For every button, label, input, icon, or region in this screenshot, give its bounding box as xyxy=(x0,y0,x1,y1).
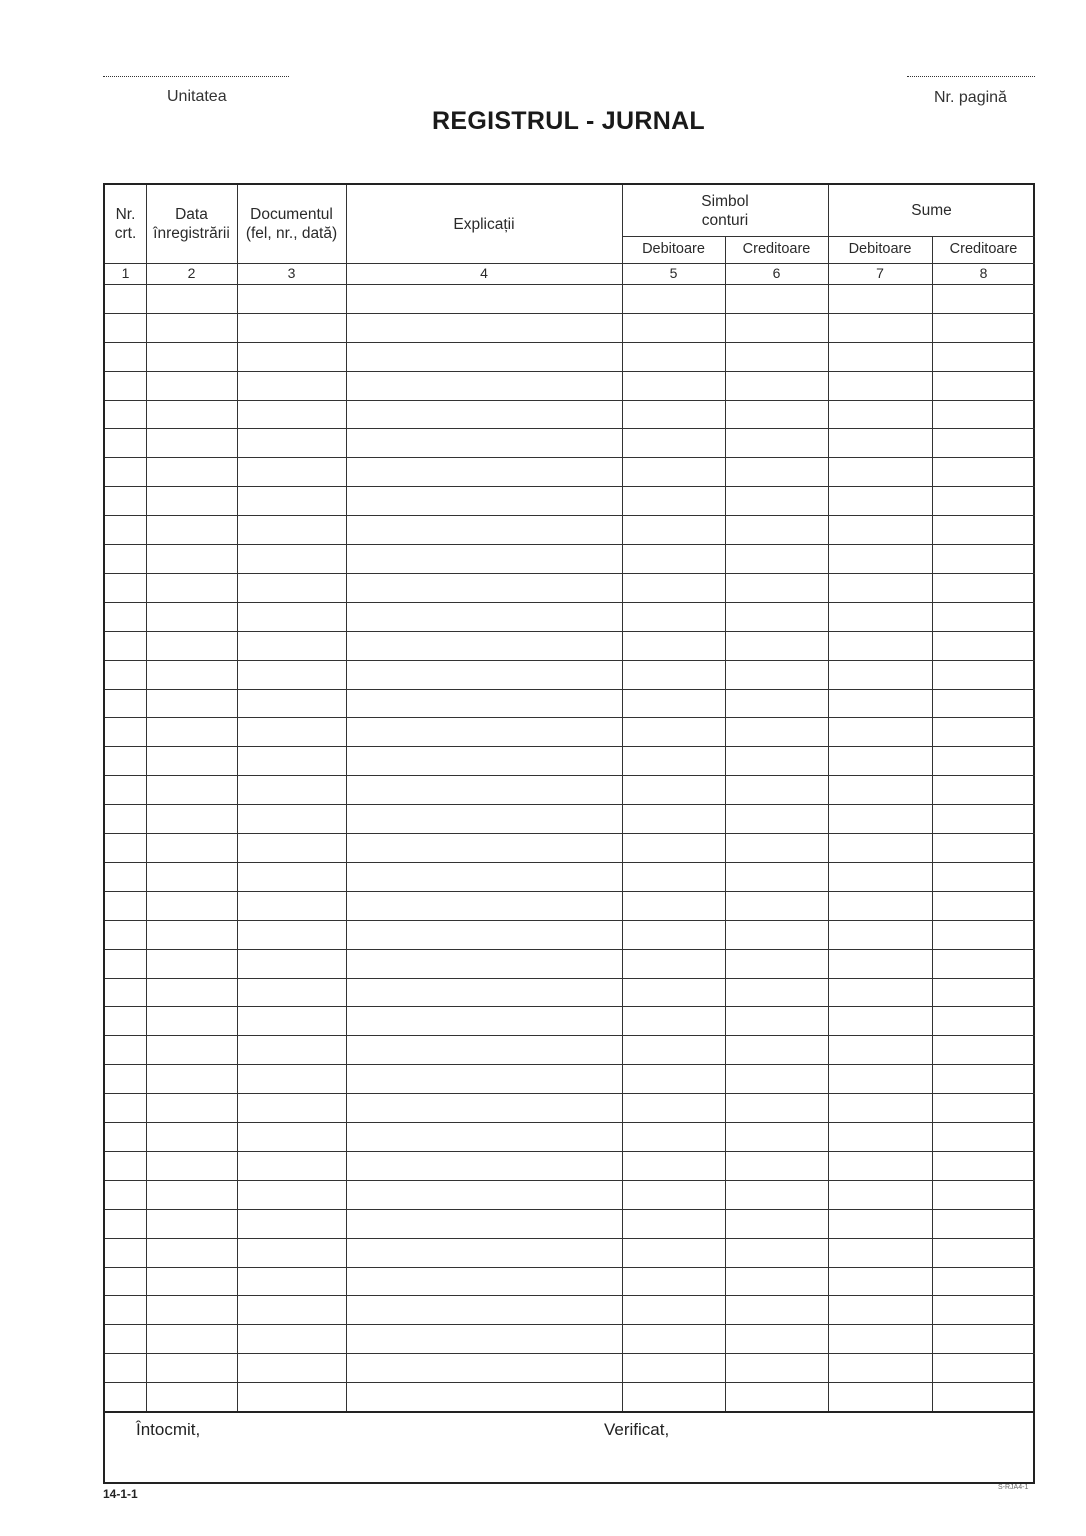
table-row-divider xyxy=(105,573,1035,574)
table-row-divider xyxy=(105,1295,1035,1296)
col-number-6: 6 xyxy=(772,265,781,281)
table-row-divider xyxy=(105,1209,1035,1210)
group-sume-header xyxy=(828,185,1035,236)
table-row-divider xyxy=(105,920,1035,921)
group-simbol-header xyxy=(622,185,828,236)
col-number-5: 5 xyxy=(669,265,678,281)
table-row-divider xyxy=(105,1035,1035,1036)
col-number-8: 8 xyxy=(979,265,988,281)
col-data-header xyxy=(146,185,237,263)
table-row-divider xyxy=(105,862,1035,863)
page-title: REGISTRUL - JURNAL xyxy=(432,107,706,135)
sub-sume-debit: Debitoare xyxy=(848,241,912,257)
table-row-divider xyxy=(105,515,1035,516)
table-row-divider xyxy=(105,1064,1035,1065)
page-number-dotted-line xyxy=(907,76,1035,77)
col-expl-header xyxy=(346,185,622,263)
table-row-divider xyxy=(105,544,1035,545)
col-number-1: 1 xyxy=(121,265,130,281)
group-sume-label: Sume xyxy=(911,202,952,219)
table-row-divider xyxy=(105,746,1035,747)
table-row-divider xyxy=(105,313,1035,314)
table-row-divider xyxy=(105,1353,1035,1354)
unit-label: Unitatea xyxy=(167,88,227,105)
table-row-divider xyxy=(105,342,1035,343)
col-doc-label-1: Documentul xyxy=(250,206,333,223)
group-simbol-label-2: conturi xyxy=(701,211,749,229)
col-number-2: 2 xyxy=(187,265,196,281)
col-doc-label-2: (fel, nr., dată) xyxy=(245,225,338,242)
sub-simbol-credit: Creditoare xyxy=(742,241,811,257)
col-number-4: 4 xyxy=(480,265,488,281)
form-code: 14-1-1 xyxy=(103,1487,138,1501)
col-number-3: 3 xyxy=(287,265,296,281)
register-table xyxy=(103,183,1035,1484)
unit-dotted-line xyxy=(103,76,289,77)
table-row-divider xyxy=(105,1324,1035,1325)
sub-simbol-debit: Debitoare xyxy=(642,241,705,257)
col-data-label-2: înregistrării xyxy=(153,225,230,242)
group-header-divider xyxy=(622,236,1035,237)
group-simbol-label-1: Simbol xyxy=(701,192,749,210)
table-row-divider xyxy=(105,717,1035,718)
table-bottom-border xyxy=(105,1411,1035,1413)
col-expl-label: Explicații xyxy=(453,215,515,233)
table-row-divider xyxy=(105,1267,1035,1268)
table-row-divider xyxy=(105,400,1035,401)
column-divider xyxy=(346,185,347,1411)
table-row-divider xyxy=(105,978,1035,979)
table-row-divider xyxy=(105,1180,1035,1181)
col-doc-header xyxy=(237,185,346,263)
table-row-divider xyxy=(105,660,1035,661)
table-row-divider xyxy=(105,602,1035,603)
number-row-divider xyxy=(105,284,1035,285)
col-data-label-1: Data xyxy=(175,206,208,223)
table-row-divider xyxy=(105,1093,1035,1094)
table-row-divider xyxy=(105,1151,1035,1152)
table-row-divider xyxy=(105,631,1035,632)
column-divider xyxy=(237,185,238,1411)
table-row-divider xyxy=(105,891,1035,892)
table-row-divider xyxy=(105,1238,1035,1239)
table-row-divider xyxy=(105,689,1035,690)
table-row-divider xyxy=(105,804,1035,805)
table-row-divider xyxy=(105,371,1035,372)
sub-column-divider xyxy=(725,236,726,1411)
sub-sume-credit: Creditoare xyxy=(949,241,1018,257)
table-row-divider xyxy=(105,1382,1035,1383)
column-divider xyxy=(146,185,147,1411)
table-row-divider xyxy=(105,775,1035,776)
col-nr-label-2: crt. xyxy=(114,225,137,242)
table-row-divider xyxy=(105,428,1035,429)
prepared-by-label: Întocmit, xyxy=(136,1420,201,1439)
small-form-code: S-RJA4-1 xyxy=(998,1484,1029,1491)
table-row-divider xyxy=(105,1006,1035,1007)
table-row-divider xyxy=(105,949,1035,950)
col-nr-header xyxy=(105,185,146,263)
header-divider xyxy=(105,263,1035,264)
col-nr-label-1: Nr. xyxy=(115,206,136,223)
verified-by-label: Verificat, xyxy=(604,1420,670,1439)
col-number-7: 7 xyxy=(876,265,884,281)
table-row-divider xyxy=(105,457,1035,458)
table-row-divider xyxy=(105,486,1035,487)
column-divider xyxy=(622,185,623,1411)
sub-column-divider xyxy=(932,236,933,1411)
column-divider xyxy=(828,185,829,1411)
page-number-label: Nr. pagină xyxy=(934,89,1007,106)
table-row-divider xyxy=(105,1122,1035,1123)
table-row-divider xyxy=(105,833,1035,834)
